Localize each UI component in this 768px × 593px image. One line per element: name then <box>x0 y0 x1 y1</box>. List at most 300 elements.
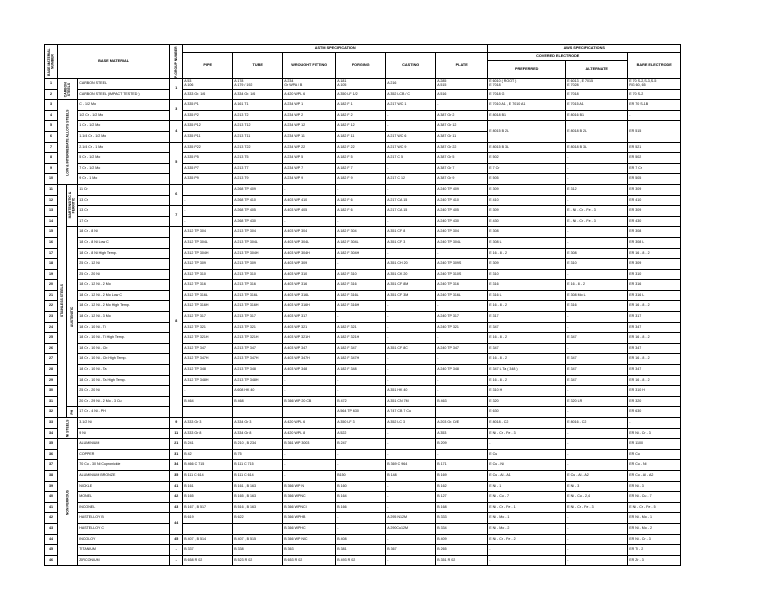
aws-alt: - <box>566 195 628 206</box>
aws-bare: - <box>628 110 681 121</box>
base-metal-number: 21 <box>45 290 58 301</box>
preferred-header: PREFERRED <box>488 61 566 79</box>
base-material-name: 18 Cr - 12 Ni - 2 Mo High Temp. <box>78 301 170 312</box>
astm-pl: B 409 <box>436 534 488 545</box>
base-metal-number: 6 <box>45 131 58 142</box>
astm-ca: A 351 HK 40 <box>386 386 436 397</box>
astm-wr: B 366 WP N <box>283 481 336 492</box>
astm-wr: B 361 WP 3003 <box>283 439 336 450</box>
astm-ca: A 352 LC 3 <box>386 418 436 429</box>
astm-wr: - <box>283 449 336 460</box>
aws-bare: ER 309 <box>628 206 681 217</box>
astm-wr: B 366 WPNCI <box>283 502 336 513</box>
aws-pref: E 505 <box>488 174 566 185</box>
base-metal-number: 13 <box>45 206 58 217</box>
table-row <box>45 428 681 439</box>
astm-tube: A 213 TP 321 <box>233 322 283 333</box>
p-group-number: 9 <box>170 418 183 429</box>
astm-fo: B 472 <box>336 396 386 407</box>
aws-pref: E Ni - Mo - 2 <box>488 523 566 534</box>
group-label-stainless: STAINLESS STEELS <box>58 184 67 417</box>
table-row <box>45 121 681 132</box>
astm-tube: A 178 A 179 / 192 <box>233 79 283 90</box>
aws-alt: - <box>566 322 628 333</box>
astm-pl: B 334 <box>436 523 488 534</box>
aws-alt: - <box>566 312 628 323</box>
aws-pref: E Ni - Mo - 1 <box>488 513 566 524</box>
astm-pipe: B 619 <box>183 513 233 524</box>
astm-fo: B150 <box>336 470 386 481</box>
astm-pl: A 240 TP 348 <box>436 365 488 376</box>
astm-tube: B 622 <box>233 513 283 524</box>
base-metal-number: 40 <box>45 492 58 503</box>
astm-fo: A 182 F 321H <box>336 333 386 344</box>
astm-pl: - <box>436 354 488 365</box>
aws-bare: E 70 S-2 <box>628 89 681 100</box>
base-metal-number: 44 <box>45 534 58 545</box>
astm-tube: A 213 T5 <box>233 153 283 164</box>
aws-alt: - <box>566 153 628 164</box>
base-material-name: 70 Cu - 30 Ni Cupronickle <box>78 460 170 471</box>
astm-fo: A 182 F 348 <box>336 365 386 376</box>
astm-pipe: A 312 TP 309 <box>183 259 233 270</box>
aws-pref: E 308 L <box>488 237 566 248</box>
aws-pref: E 8018 B1 <box>488 110 566 121</box>
base-metal-number: 34 <box>45 428 58 439</box>
astm-ca: - <box>386 449 436 460</box>
astm-fo: A 564 TP 630 <box>336 407 386 418</box>
base-material-name: INCOLOY <box>78 534 170 545</box>
base-material-name: 18 Cr - 12 Ni - 2 Mo <box>78 280 170 291</box>
aws-alt: - <box>566 343 628 354</box>
astm-tube: A 213 T12 <box>233 121 283 132</box>
base-material-name: INCONEL <box>78 502 170 513</box>
astm-wr: A 420 WPL 8 <box>283 428 336 439</box>
p-group-number: 21 <box>170 439 183 450</box>
astm-pl: B 171 <box>436 460 488 471</box>
aws-pref: E 630 <box>488 407 566 418</box>
base-material-name: 3.1/2 Ni <box>78 418 170 429</box>
astm-ca: - <box>386 301 436 312</box>
astm-tube <box>233 407 283 418</box>
astm-ca: A 217 CA 15 <box>386 206 436 217</box>
base-metal-number: 28 <box>45 365 58 376</box>
astm-wr: A 234 WP 12 <box>283 121 336 132</box>
astm-tube: B 468 <box>233 396 283 407</box>
p-group-number: 8 <box>170 227 183 418</box>
astm-pl: A 516 <box>436 89 488 100</box>
aws-pref: E Ni - Cr - Fe - 3 <box>488 428 566 439</box>
base-metal-number: 5 <box>45 121 58 132</box>
astm-ca: B 148 <box>386 470 436 481</box>
base-material-name: 11 Cr <box>78 184 170 195</box>
astm-pl: A 240 TP 321 <box>436 322 488 333</box>
aws-pref: E 430 <box>488 216 566 227</box>
base-material-name: ZIRCONIUM <box>78 555 170 566</box>
base-metal-number: 25 <box>45 333 58 344</box>
astm-wr: A 234 WP 11 <box>283 131 336 142</box>
base-metal-number: 26 <box>45 343 58 354</box>
table-row <box>45 142 681 153</box>
astm-tube: B 338 <box>233 545 283 556</box>
astm-wr: A 403 WP 317 <box>283 312 336 323</box>
p-group-number: 45 <box>170 534 183 545</box>
base-material-name: 18 Cr - 12 Ni - 2 Mo Low C <box>78 290 170 301</box>
base-material-name: 18 Cr - 10 Ni - Ti High Temp. <box>78 333 170 344</box>
base-metal-number: 33 <box>45 418 58 429</box>
astm-wr: A 403 WP 304 <box>283 227 336 238</box>
aws-alt: - <box>566 386 628 397</box>
aws-bare: ER Cu - Al - A2 <box>628 470 681 481</box>
astm-wr: B 366 WPNC <box>283 492 336 503</box>
astm-pl: A 240 TP 430 <box>436 216 488 227</box>
base-material-name: 13 Cr <box>78 195 170 206</box>
aws-pref: E 16 - 8 - 2 <box>488 333 566 344</box>
astm-ca: - <box>386 322 436 333</box>
astm-pl: B 169 <box>436 470 488 481</box>
astm-pipe: A 312 TP 316H <box>183 301 233 312</box>
base-material-name: 18 Cr - 8 Ni Low C <box>78 237 170 248</box>
aws-bare: ER 16 - 8 - 2 <box>628 333 681 344</box>
astm-tube: A 334 Gr 8 <box>233 428 283 439</box>
base-metal-number: 9 <box>45 163 58 174</box>
astm-ca: - <box>386 312 436 323</box>
plate-header: PLATE <box>436 53 488 79</box>
aws-alt: E 312 <box>566 184 628 195</box>
astm-wr: A 403 WP 304H <box>283 248 336 259</box>
aws-alt: E 347 <box>566 375 628 386</box>
astm-ca: - <box>386 492 436 503</box>
table-row <box>45 449 681 460</box>
table-row <box>45 79 681 90</box>
astm-fo: A 182 F 6 <box>336 206 386 217</box>
aws-pref: E Ni - Cu - 7 <box>488 492 566 503</box>
aws-pref: E Ni - 1 <box>488 481 566 492</box>
table-row <box>45 545 681 556</box>
astm-fo: B 160 <box>336 481 386 492</box>
astm-wr: A 403 WP 321H <box>283 333 336 344</box>
p-group-number: - <box>170 555 183 566</box>
astm-fo: A 181 A 105 <box>336 79 386 90</box>
table-row <box>45 354 681 365</box>
table-row <box>45 259 681 270</box>
aws-alt: - <box>566 428 628 439</box>
base-material-name: ALUMINIUM <box>78 439 170 450</box>
astm-tube: A 213 TP 309 <box>233 259 283 270</box>
astm-fo: A 182 F 321 <box>336 322 386 333</box>
base-metal-number: 4 <box>45 110 58 121</box>
astm-tube: A 334 Gr 3 <box>233 418 283 429</box>
astm-tube: A 334 Gr. 1/6 <box>233 89 283 100</box>
astm-fo: A 182 F 6 <box>336 195 386 206</box>
astm-pipe: A 312 TP 304H <box>183 248 233 259</box>
base-metal-number-header: BASE MATERIAL NUMBER <box>45 45 58 79</box>
astm-fo: A 182 F 316 <box>336 280 386 291</box>
aws-pref: E 16 - 8 - 2 <box>488 248 566 259</box>
aws-pref: E 16 - 8 - 2 <box>488 375 566 386</box>
aws-bare: ER Ti - 2 <box>628 545 681 556</box>
p-group-header: P-GROUP NUMBER <box>170 45 183 79</box>
astm-ca: - <box>386 534 436 545</box>
base-metal-number: 24 <box>45 322 58 333</box>
astm-pipe: A 312 TP 304L <box>183 237 233 248</box>
astm-pl: A 240 TP 310S <box>436 269 488 280</box>
aws-bare: ER 316 L <box>628 290 681 301</box>
astm-fo: A 182 F 11 <box>336 131 386 142</box>
astm-pipe: B 42 <box>183 449 233 460</box>
astm-pl: B 333 <box>436 513 488 524</box>
aws-pref: E 347 <box>488 322 566 333</box>
astm-wr: - <box>283 375 336 386</box>
astm-ca: - <box>386 375 436 386</box>
astm-pipe: A 335 P7 <box>183 163 233 174</box>
aws-bare: ER 320 <box>628 396 681 407</box>
aws-pref: E 8015 B 2L <box>488 121 566 142</box>
astm-tube: A 213 TP 347H <box>233 354 283 365</box>
astm-wr: B 366 WP 20 CB <box>283 396 336 407</box>
base-metal-number: 37 <box>45 460 58 471</box>
astm-fo: B 166 <box>336 502 386 513</box>
astm-tube: B 111 C 614 <box>233 470 283 481</box>
astm-wr: - <box>283 386 336 397</box>
aws-bare: ER 309 <box>628 259 681 270</box>
base-metal-number: 10 <box>45 174 58 185</box>
astm-tube: B 210 , B 234 <box>233 439 283 450</box>
astm-tube: A 213 TP 316H <box>233 301 283 312</box>
table-row <box>45 555 681 566</box>
table-row <box>45 206 681 217</box>
table-row <box>45 396 681 407</box>
aws-bare: ER 310 <box>628 269 681 280</box>
astm-ca: A 290Cu12M <box>386 523 436 534</box>
astm-pipe <box>183 407 233 418</box>
aws-alt: E 310 <box>566 259 628 270</box>
aws-pref: E 502 <box>488 153 566 164</box>
aws-bare: ER Ni - Cu - 7 <box>628 492 681 503</box>
astm-pipe: A 53 A 106 <box>183 79 233 90</box>
table-row <box>45 481 681 492</box>
base-material-name: 1 Cr - 1/2 Mo <box>78 121 170 132</box>
astm-tube: A 213 T9 <box>233 174 283 185</box>
astm-pl: A 387 Gr 7 <box>436 163 488 174</box>
astm-wr: - <box>283 470 336 481</box>
astm-pipe: A 312 TP 348H <box>183 375 233 386</box>
p-group-number: 6 <box>170 184 183 205</box>
aws-bare: ER Ni - 3 <box>628 481 681 492</box>
aws-spec-header: AWS SPECIFICATIONS <box>488 45 681 53</box>
astm-pipe: A 312 TP 348 <box>183 365 233 376</box>
base-material-name: TITANIUM <box>78 545 170 556</box>
astm-wr: A 234 WP 5 <box>283 153 336 164</box>
aws-alt: E 308 Mo L <box>566 290 628 301</box>
aws-bare: ER 16 - 8 - 2 <box>628 375 681 386</box>
table-row <box>45 322 681 333</box>
astm-ca: A 351 CF 8M <box>386 280 436 291</box>
table-row <box>45 439 681 450</box>
aws-pref: E 8018 - C2 <box>488 418 566 429</box>
astm-pl: A 387 Gr 11 <box>436 131 488 142</box>
astm-pl: - <box>436 386 488 397</box>
base-material-name: CARBON STEEL <box>78 79 170 90</box>
astm-pl: A 240 TP 409 <box>436 184 488 195</box>
aws-pref: E 309 <box>488 259 566 270</box>
astm-tube: B 161 , B 163 <box>233 481 283 492</box>
table-row <box>45 502 681 513</box>
astm-pipe <box>183 523 233 534</box>
astm-ca: - <box>386 481 436 492</box>
base-material-name: 2.1/4 Cr - 1 Mo <box>78 142 170 153</box>
base-material-name: MONEL <box>78 492 170 503</box>
astm-ca: - <box>386 121 436 132</box>
astm-fo: A 182 F 9 <box>336 174 386 185</box>
aws-alt: - <box>566 439 628 450</box>
astm-pl: - <box>436 301 488 312</box>
astm-pipe: A 335 P2 <box>183 110 233 121</box>
astm-tube: B 111 C 715 <box>233 460 283 471</box>
base-material-name: COPPER <box>78 449 170 460</box>
aws-bare: - <box>628 418 681 429</box>
astm-pipe: B 167 , B 517 <box>183 502 233 513</box>
table-row <box>45 301 681 312</box>
base-metal-number: 46 <box>45 555 58 566</box>
astm-tube: A 213 TP 310 <box>233 269 283 280</box>
aws-bare: ER 430 <box>628 216 681 227</box>
table-row <box>45 237 681 248</box>
table-row <box>45 110 681 121</box>
aws-bare: ER Ni - Cr - 3 <box>628 534 681 545</box>
astm-pipe: A 335 P5 <box>183 153 233 164</box>
astm-pl: A 203 Gr. D/E <box>436 418 488 429</box>
base-metal-number: 12 <box>45 195 58 206</box>
aws-bare: ER Ni - Cr - 3 <box>628 428 681 439</box>
astm-ca: - <box>386 110 436 121</box>
table-row <box>45 407 681 418</box>
astm-fo: - <box>336 216 386 227</box>
aws-pref: E 317 <box>488 312 566 323</box>
aws-pref: - <box>488 439 566 450</box>
base-metal-number: 8 <box>45 153 58 164</box>
astm-wr: A 403 WP 321 <box>283 322 336 333</box>
astm-tube: A 213 T2 <box>233 110 283 121</box>
astm-pl: A 387 Gr 9 <box>436 174 488 185</box>
astm-ca: - <box>386 216 436 227</box>
astm-ca: A 747 CB 7 Cu <box>386 407 436 418</box>
astm-fo: - <box>336 312 386 323</box>
base-material-name: 18 Cr - 12 Ni - 3 Mo <box>78 312 170 323</box>
astm-wr: - <box>283 216 336 227</box>
astm-fo: A 182 F 12 <box>336 121 386 132</box>
astm-tube: A 268 TP 409 <box>233 184 283 195</box>
astm-ca: A 217 WC 1 <box>386 100 436 111</box>
astm-tube: B 75 <box>233 449 283 460</box>
group-label-carbon: CARBON STEELS <box>58 79 78 100</box>
astm-wr: A 403 WP 348 <box>283 365 336 376</box>
astm-ca: - <box>386 248 436 259</box>
astm-fo: A 182 F 347 <box>336 343 386 354</box>
table-row <box>45 418 681 429</box>
base-material-header: BASE MATERIAL <box>58 45 170 79</box>
astm-ca: A 216 <box>386 79 436 90</box>
table-row <box>45 365 681 376</box>
astm-pl: A 240 TP 317 <box>436 312 488 323</box>
aws-alt: E Ni - Cu - 2,4 <box>566 492 628 503</box>
astm-pipe: A 312 TP 321 <box>183 322 233 333</box>
astm-pipe: B 337 <box>183 545 233 556</box>
astm-tube: A 213 TP 348 <box>233 365 283 376</box>
astm-wr: A 234 WP 7 <box>283 163 336 174</box>
group-label-ni_steels: Ni STEELS <box>58 418 78 439</box>
astm-tube: A 213 T11 <box>233 131 283 142</box>
astm-ca: A 351 CF 3M <box>386 290 436 301</box>
aws-bare: ER 70 S-1B <box>628 100 681 111</box>
aws-bare: ER 410 <box>628 195 681 206</box>
aws-alt: E 8018 B 2L <box>566 121 628 142</box>
astm-ca: - <box>386 354 436 365</box>
astm-fo: A 182 F 2 <box>336 110 386 121</box>
astm-pl: A 240 TP 405 <box>436 206 488 217</box>
astm-pl: A 387 Gr 5 <box>436 153 488 164</box>
covered-electrode-header: COVERED ELECTRODE <box>488 53 628 61</box>
base-metal-number: 22 <box>45 301 58 312</box>
aws-alt: E 6013 , E 7015 E 7028 <box>566 79 628 90</box>
astm-wr: - <box>283 184 336 195</box>
forging-header: FORGING <box>336 53 386 79</box>
table-row <box>45 492 681 503</box>
astm-pl: B 162 <box>436 481 488 492</box>
table-row <box>45 100 681 111</box>
base-material-name: 18 Cr - 10 Ni - Ta High Temp. <box>78 375 170 386</box>
p-group-number: 44 <box>170 513 183 534</box>
aws-bare: ER Zr - 3 <box>628 555 681 566</box>
astm-fo: - <box>336 513 386 524</box>
astm-tube: B 165 , B 163 <box>233 492 283 503</box>
aws-alt: E - Ni - Cr - Fe - 3 <box>566 216 628 227</box>
aws-bare: ER 347 <box>628 343 681 354</box>
aws-alt: E 7015 A1 <box>566 100 628 111</box>
aws-pref: E 320 <box>488 396 566 407</box>
table-row <box>45 184 681 195</box>
base-material-name: C - 1/2 Mo <box>78 100 170 111</box>
table-row <box>45 153 681 164</box>
p-group-number: 3 <box>170 100 183 121</box>
aws-alt: - <box>566 407 628 418</box>
astm-fo: - <box>336 449 386 460</box>
base-material-name: 17 Cr - 4 Ni - PH <box>78 407 170 418</box>
astm-tube: A 268 TP 430 <box>233 216 283 227</box>
astm-wr: - <box>283 460 336 471</box>
base-metal-number: 32 <box>45 407 58 418</box>
astm-fo: - <box>336 386 386 397</box>
astm-pipe: A 333 Gr 8 <box>183 428 233 439</box>
aws-alt: - <box>566 545 628 556</box>
bare-electrode-header: BARE ELECTRODE <box>628 53 681 79</box>
astm-ca: A 217 C 12 <box>386 174 436 185</box>
astm-ca: A 217 CA 15 <box>386 195 436 206</box>
astm-tube: A 213 TP 317 <box>233 312 283 323</box>
astm-wr: A 403 WP 316L <box>283 290 336 301</box>
aws-bare: ER 316 <box>628 280 681 291</box>
astm-ca: A 217 WC 6 <box>386 131 436 142</box>
table-row <box>45 523 681 534</box>
astm-fo: B 408 <box>336 534 386 545</box>
astm-tube: A 213 TP 321H <box>233 333 283 344</box>
aws-alt: E Ni - Cr - Fe - 3 <box>566 502 628 513</box>
pipe-header: PIPE <box>183 53 233 79</box>
aws-bare: E Ni - Cr - Fe - 5 <box>628 502 681 513</box>
aws-bare: ER Ni - Mo - 2 <box>628 523 681 534</box>
table-row <box>45 386 681 397</box>
aws-alt: - <box>566 174 628 185</box>
